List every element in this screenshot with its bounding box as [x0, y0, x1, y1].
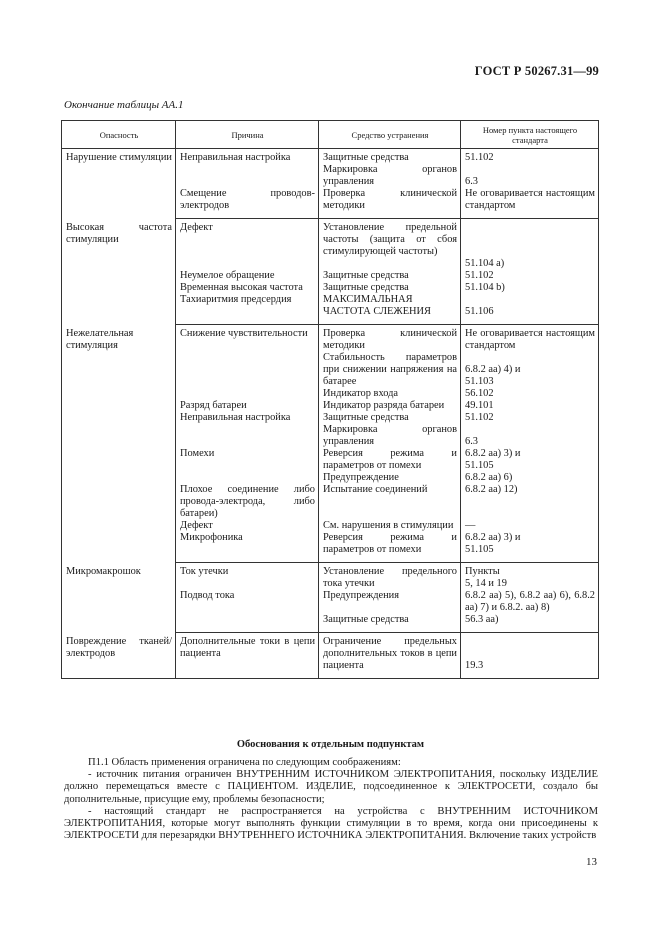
clause-cell: 51.106 — [461, 294, 599, 325]
section-title: Обоснования к отдельным подпунктам — [236, 739, 425, 750]
remedy-cell: Испытание соединений — [319, 484, 461, 520]
remedy-cell: Реверсия режима и параметров от помехи — [319, 532, 461, 563]
clause-cell: 6.8.2 аа) 3) и 51.105 — [461, 448, 599, 472]
column-header-cause: Причина — [176, 121, 319, 149]
hazard-cell: Повреждение тканей/электродов — [62, 633, 176, 679]
remedy-cell: Предупреждение — [319, 472, 461, 484]
hazard-cell: Микромакрошок — [62, 563, 176, 633]
cause-cell: Подвод тока — [176, 590, 319, 614]
column-header-remedy: Средство устранения — [319, 121, 461, 149]
remedy-cell: Проверка клинической методики — [319, 188, 461, 219]
cause-cell: Плохое соединение либо провода-электрода, либо батареи) — [176, 484, 319, 520]
paragraph: П1.1 Область применения ограничена по следующим соображениям: — [88, 757, 401, 768]
clause-cell: 6.8.2 аа) 5), 6.8.2 аа) 6), 6.8.2 аа) 7) и 6.8.2. аа) 8) — [461, 590, 599, 614]
table-row — [62, 219, 599, 271]
clause-cell: 51.104 а) — [461, 219, 599, 271]
paragraph: - источник питания ограничен ВНУТРЕННИМ ИСТОЧНИКОМ ЭЛЕКТРОПИТАНИЯ, поскольку ИЗДЕЛИЕ должно перемещаться вместе с ПАЦИЕНТОМ. ИЗДЕЛИЕ, подсоединенное к ЭЛЕКТРОСЕТИ, создало бы дополнительные, присущие ему, проблемы безопасности; — [64, 769, 598, 805]
paragraph: - настоящий стандарт не распространяется на устройства с ВНУТРЕННИМ ИСТОЧНИКОМ ЭЛЕКТРОПИТАНИЯ, которые могут выполнять функции стимуляции в то время, когда они присоединены к ЭЛЕКТРОСЕТИ для перезарядки ВНУТРЕННЕГО ИСТОЧНИКА ЭЛЕКТРОПИТАНИЯ. Включение таких устройств — [64, 805, 598, 842]
cause-cell: Дефект — [176, 520, 319, 532]
cause-cell: Неумелое обращение — [176, 270, 319, 282]
remedy-cell: Защитные средства — [319, 270, 461, 282]
clause-cell: — — [461, 520, 599, 532]
clause-cell: 49.101 — [461, 400, 599, 412]
remedy-cell: Защитные средства Маркировка органов управления — [319, 149, 461, 189]
remedy-cell: Защитные средства — [319, 614, 461, 633]
table-row — [62, 325, 599, 353]
table-row — [62, 149, 599, 189]
remedy-cell: Индикатор разряда батареи — [319, 400, 461, 412]
clause-cell: Пункты 5, 14 и 19 — [461, 563, 599, 591]
clause-cell: 56.102 — [461, 388, 599, 400]
table-header-row — [62, 121, 599, 149]
remedy-cell: Стабильность параметров при снижении напряжения на батарее — [319, 352, 461, 388]
hazard-cell: Высокая частота стимуляции — [62, 219, 176, 325]
clause-cell: 51.102 6.3 — [461, 149, 599, 189]
clause-cell: 6.8.2 аа) 6) — [461, 472, 599, 484]
hazard-cell: Нежелательная стимуляция — [62, 325, 176, 563]
column-header-clause: Номер пункта настоящего стандарта — [461, 121, 599, 149]
clause-cell: 19.3 — [461, 633, 599, 679]
cause-cell: Дополнительные токи в цепи пациента — [176, 633, 319, 679]
remedy-cell: Реверсия режима и параметров от помехи — [319, 448, 461, 472]
clause-cell: Не оговаривается настоящим стандартом — [461, 325, 599, 353]
cause-cell: Разряд батареи — [176, 400, 319, 412]
table-body — [62, 149, 599, 679]
page-number: 13 — [586, 856, 597, 868]
cause-cell: Тахиаритмия предсердия — [176, 294, 319, 325]
cause-cell: Микрофоника — [176, 532, 319, 563]
remedy-cell: Предупреждения — [319, 590, 461, 614]
cause-cell — [176, 352, 319, 388]
cause-cell: Временная высокая частота — [176, 282, 319, 294]
remedy-cell: Защитные средства — [319, 282, 461, 294]
cause-cell — [176, 614, 319, 633]
clause-cell: 51.102 6.3 — [461, 412, 599, 448]
clause-cell: 51.102 — [461, 270, 599, 282]
cause-cell: Смещение проводов-электродов — [176, 188, 319, 219]
remedy-cell: Индикатор входа — [319, 388, 461, 400]
remedy-cell: МАКСИМАЛЬНАЯ ЧАСТОТА СЛЕЖЕНИЯ — [319, 294, 461, 325]
remedy-cell: См. нарушения в стимуляции — [319, 520, 461, 532]
remedy-cell: Установление предельной частоты (защита от сбоя стимулирующей частоты) — [319, 219, 461, 271]
hazard-table — [61, 120, 599, 679]
cause-cell — [176, 388, 319, 400]
table-caption: Окончание таблицы АА.1 — [64, 99, 184, 111]
clause-cell: 51.104 b) — [461, 282, 599, 294]
clause-cell: Не оговаривается настоящим стандартом — [461, 188, 599, 219]
cause-cell: Помехи — [176, 448, 319, 472]
remedy-cell: Ограничение предельных дополнительных токов в цепи пациента — [319, 633, 461, 679]
table-row — [62, 633, 599, 679]
clause-cell: 6.8.2 аа) 12) — [461, 484, 599, 520]
clause-cell: 6.8.2 аа) 3) и 51.105 — [461, 532, 599, 563]
cause-cell: Неправильная настройка — [176, 149, 319, 189]
hazard-cell: Нарушение стимуляции — [62, 149, 176, 219]
remedy-cell: Защитные средства Маркировка органов управления — [319, 412, 461, 448]
standard-designation: ГОСТ Р 50267.31—99 — [474, 64, 599, 78]
remedy-cell: Установление предельного тока утечки — [319, 563, 461, 591]
column-header-hazard: Опасность — [62, 121, 176, 149]
body-text — [64, 757, 598, 842]
cause-cell: Снижение чувствительности — [176, 325, 319, 353]
cause-cell: Неправильная настройка — [176, 412, 319, 448]
cause-cell — [176, 472, 319, 484]
cause-cell: Дефект — [176, 219, 319, 271]
clause-cell: 6.8.2 аа) 4) и 51.103 — [461, 352, 599, 388]
remedy-cell: Проверка клинической методики — [319, 325, 461, 353]
table-row — [62, 563, 599, 591]
clause-cell: 56.3 аа) — [461, 614, 599, 633]
cause-cell: Ток утечки — [176, 563, 319, 591]
